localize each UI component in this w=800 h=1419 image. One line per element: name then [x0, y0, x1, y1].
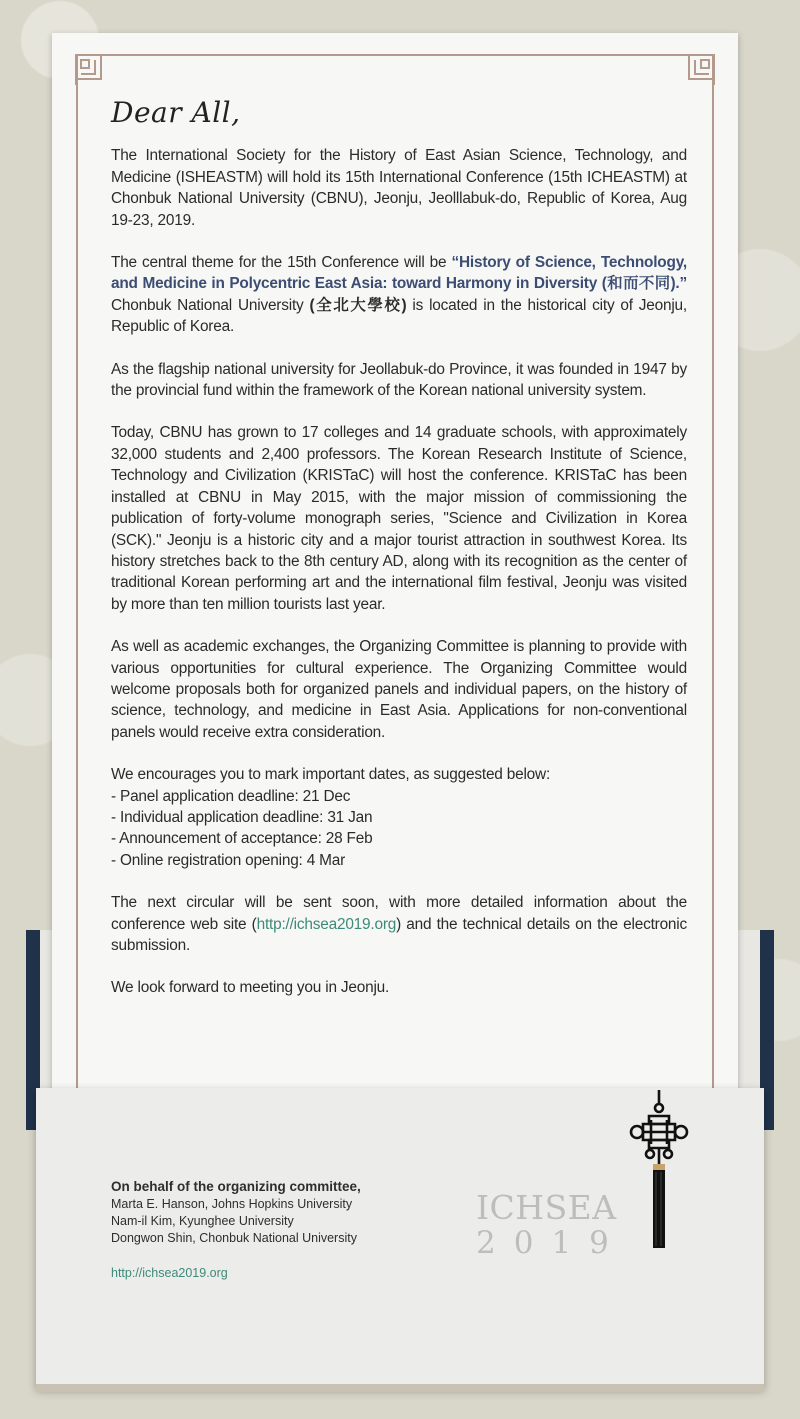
- paragraph-closing: We look forward to meeting you in Jeonju.: [111, 979, 390, 997]
- theme-middle: Chonbuk National University: [111, 296, 310, 314]
- theme-prefix: The central theme for the 15th Conference will be: [111, 254, 452, 272]
- university-hanja: (全北大學校): [309, 296, 407, 314]
- dates-intro: We encourages you to mark important dates, as suggested below:: [111, 766, 551, 784]
- logo-name: ICHSEA: [476, 1188, 617, 1227]
- korean-knot-tassel-icon: [624, 1090, 694, 1265]
- corner-ornament-icon: [75, 54, 105, 84]
- conference-link[interactable]: http://ichsea2019.org: [256, 915, 397, 933]
- signature-block: [111, 1178, 361, 1282]
- circular-suffix: ) and the technical details on the electronic submission.: [111, 915, 687, 954]
- letter-body: [111, 96, 687, 1020]
- committee-member: Nam-il Kim, Kyunghee University: [111, 1214, 294, 1228]
- greeting: Dear All,: [111, 96, 241, 129]
- theme-suffix: is located in the historical city of Jeonju, Republic of Korea.: [111, 296, 687, 336]
- conference-theme: “History of Science, Technology, and Medicine in Polycentric East Asia: toward Harmony in Diversity (和而不同).”: [111, 254, 687, 293]
- paragraph-committee: As well as academic exchanges, the Organizing Committee is planning to provide with various opportunities for cultural experience. The Organizing Committee would welcome proposals both for organized panels and individual papers, on the history of science, technology, and medicine in East Asia. Applications for non-conventional panels would receive extra consideration.: [111, 638, 687, 741]
- envelope-pocket-edge: [36, 1384, 764, 1392]
- date-item: - Panel application deadline: 21 Dec: [111, 787, 351, 805]
- ichsea-logo: [476, 1188, 627, 1261]
- signature-heading: On behalf of the organizing committee,: [111, 1179, 361, 1194]
- committee-member: Marta E. Hanson, Johns Hopkins University: [111, 1197, 353, 1211]
- date-item: - Announcement of acceptance: 28 Feb: [111, 830, 373, 848]
- paragraph-cbnu: Today, CBNU has grown to 17 colleges and 14 graduate schools, with approximately 32,000 students and 2,400 professors. The Korean Research Institute of Science, Technology and Civilization (KRISTaC) will host the conference. KRISTaC has been installed at CBNU in May 2015, with the major mission of commissioning the publication of forty-volume monograph series, "Science and Civilization in Korea (SCK)." Jeonju is a historic city and a major tourist attraction in southwest Korea. Its history stretches back to the 8th century AD, along with its recognition as the center of traditional Korean performing art and the international film festival, Jeonju was visited by more than ten million tourists last year.: [111, 424, 687, 613]
- circular-prefix: The next circular will be sent soon, with more detailed information about the conference web site (: [111, 894, 687, 933]
- signature-link[interactable]: http://ichsea2019.org: [111, 1266, 228, 1280]
- date-item: - Online registration opening: 4 Mar: [111, 851, 346, 869]
- paragraph-university: As the flagship national university for Jeollabuk-do Province, it was founded in 1947 by the provincial fund within the framework of the Korean national university system.: [111, 360, 687, 400]
- paragraph-theme: [111, 252, 687, 338]
- corner-ornament-icon: [683, 54, 713, 84]
- logo-year: 2019: [476, 1225, 627, 1261]
- important-dates: [111, 764, 687, 871]
- date-item: - Individual application deadline: 31 Jan: [111, 808, 373, 826]
- committee-member: Dongwon Shin, Chonbuk National University: [111, 1231, 357, 1245]
- paragraph-intro: The International Society for the History of East Asian Science, Technology, and Medicine (ISHEASTM) will hold its 15th International Conference (15th ICHEASTM) at Chonbuk National University (CBNU), Jeonju, Jeolllabuk-do, Republic of Korea, Aug 19-23, 2019.: [111, 147, 687, 229]
- paragraph-circular: [111, 892, 687, 956]
